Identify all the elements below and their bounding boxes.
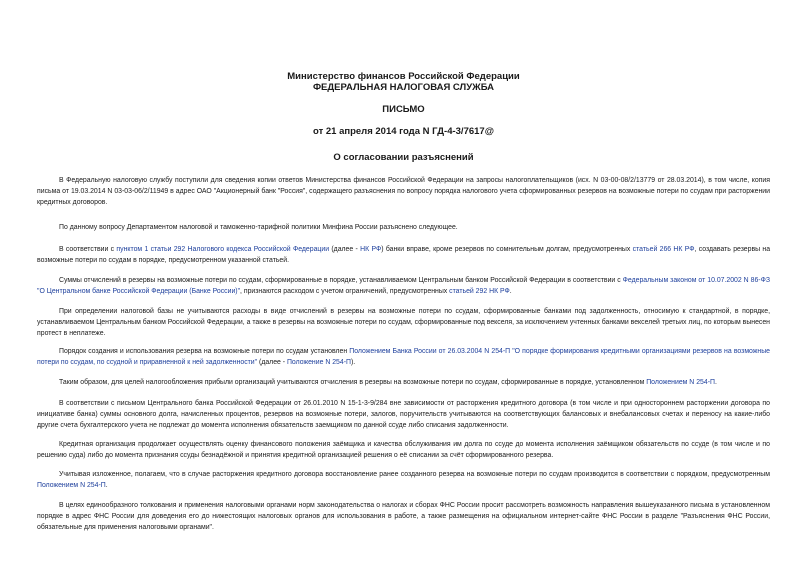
paragraph-7-text-2: . <box>714 379 717 386</box>
document-type: ПИСЬМО <box>382 104 425 115</box>
ministry-title: Министерство финансов Российской Федерации <box>287 71 520 82</box>
paragraph-9: Кредитная организация продолжает осуществлять оценку финансового положения заёмщика и качества обслуживания им долга по ссуде до момента исполнения заёмщиком обязательств по ссуде (в том числе и по решению суда) либо до момента признания ссуды безнадёжной и принятия кредитной организацией решения о её списании за счёт сформированного резерва. <box>37 441 770 460</box>
paragraph-6-text-2: (далее - <box>257 359 287 367</box>
link-regulation-254-p-2[interactable]: Положением N 254-П <box>646 379 715 386</box>
paragraph-4-text-2: , признаются расходом с учетом ограничений, предусмотренных <box>240 288 450 296</box>
paragraph-10-text-1: Учитывая изложенное, полагаем, что в случае расторжения кредитного договора восстановление ранее созданного резерва на возможные потери по ссудам производится в соответствии с порядком, предусмотренным <box>59 471 770 478</box>
paragraph-11: В целях единообразного толкования и применения налоговыми органами норм законодательства о налогах и сборах ФНС России просит рассмотреть возможность направления вышеуказанного письма в установленном порядке в адрес ФНС России для доведения его до нижестоящих налоговых органов для использования в работе, а также размещения на официальном интернет-сайте ФНС России в разделе "Разъяснения ФНС России, обязательные для применения налоговыми органами". <box>37 502 770 532</box>
link-regulation-254-p[interactable]: Положением Банка России от 26.03.2004 N 254-П "О порядке формирования кредитными организациями резервов на возможные потери по ссудам, по ссудной и приравненной к ней задолженности" <box>37 348 771 367</box>
link-article-292-nk[interactable]: пунктом 1 статьи 292 Налогового кодекса Российской Федерации <box>116 246 330 253</box>
paragraph-10 <box>37 469 770 491</box>
paragraph-2: По данному вопросу Департаментом налоговой и таможенно-тарифной политики Минфина России разъяснено следующее. <box>59 224 458 231</box>
paragraph-3-text-4: , создавать резервы на возможные потери по ссудам в порядке, предусмотренном указанной статьей. <box>37 246 771 265</box>
paragraph-4 <box>37 275 770 297</box>
link-regulation-254-p-short[interactable]: Положение N 254-П <box>286 359 351 367</box>
paragraph-6-text-1: Порядок создания и использования резерва на возможные потери по ссудам установлен <box>59 348 350 355</box>
paragraph-7 <box>37 377 770 388</box>
paragraph-3 <box>37 244 770 266</box>
paragraph-10-text-2: . <box>105 482 108 490</box>
paragraph-6-text-3: ). <box>350 359 356 367</box>
paragraph-3-text-3: ) банки вправе, кроме резервов по сомнительным долгам, предусмотренных <box>381 246 633 253</box>
paragraph-3-text-2: (далее - <box>329 246 361 253</box>
paragraph-7-text-1: Таким образом, для целей налогообложения прибыли организаций учитываются отчисления в резервы на возможные потери по ссудам, сформированные в порядке, установленном <box>59 379 647 386</box>
paragraph-1: В Федеральную налоговую службу поступили для сведения копии ответов Министерства финансов Российской Федерации на запросы налогоплательщиков (исх. N 03-00-08/2/13779 от 28.03.2014), в том числе, копия письма от 19.03.2014 N 03-03-06/2/11949 в адрес ОАО "Акционерный банк "Россия", содержащего разъяснения по вопросу порядка налогового учета сформированных резервов на возможные потери по ссудам при расторжении кредитных договоров. <box>37 177 770 207</box>
paragraph-5: При определении налоговой базы не учитываются расходы в виде отчислений в резервы на возможные потери по ссудам, сформированные банками под задолженность, относимую к стандартной, в порядке, устанавливаемом Центральным банком Российской Федерации, а также в резервы на возможные потери по ссудам, сформированные под векселя, за исключением учтенных банками векселей третьих лиц, по которым вынесен протест в неплатеже. <box>37 308 770 338</box>
document-date-number: от 21 апреля 2014 года N ГД-4-3/7617@ <box>313 126 494 137</box>
paragraph-8: В соответствии с письмом Центрального банка Российской Федерации от 26.01.2010 N 15-1-3-9/284 вне зависимости от расторжения кредитного договора (в том числе и при одностороннем расторжении договора по инициативе банка) суммы основного долга, начисленных процентов, резервов на возможные потери, залогов, поручительств учитываются на соответствующих балансовых и внебалансовых счетах и переносу на какие-либо другие счета бухгалтерского учета не подлежат до момента исполнения обязательств заемщиком по данной ссуде либо списания задолженности. <box>37 400 770 430</box>
document-subject: О согласовании разъяснений <box>333 152 474 163</box>
link-article-266-nk[interactable]: статьей 266 НК РФ <box>632 246 695 253</box>
link-regulation-254-p-3[interactable]: Положением N 254-П <box>37 482 106 490</box>
paragraph-4-text-1: Суммы отчислений в резервы на возможные потери по ссудам, сформированные в порядке, устанавливаемом Центральным банком Российской Федерации в соответствии с <box>59 277 623 284</box>
service-title: ФЕДЕРАЛЬНАЯ НАЛОГОВАЯ СЛУЖБА <box>312 82 495 93</box>
paragraph-3-text-1: В соответствии с <box>59 246 117 253</box>
link-nk-rf[interactable]: НК РФ <box>360 246 382 253</box>
paragraph-4-text-3: . <box>509 288 512 296</box>
link-federal-law-86-fz[interactable]: Федеральным законом от 10.07.2002 N 86-ФЗ "О Центральном банке Российской Федерации (Банке России)" <box>37 277 770 296</box>
paragraph-6 <box>37 346 770 368</box>
link-article-292-nk-2[interactable]: статьей 292 НК РФ <box>449 288 510 296</box>
